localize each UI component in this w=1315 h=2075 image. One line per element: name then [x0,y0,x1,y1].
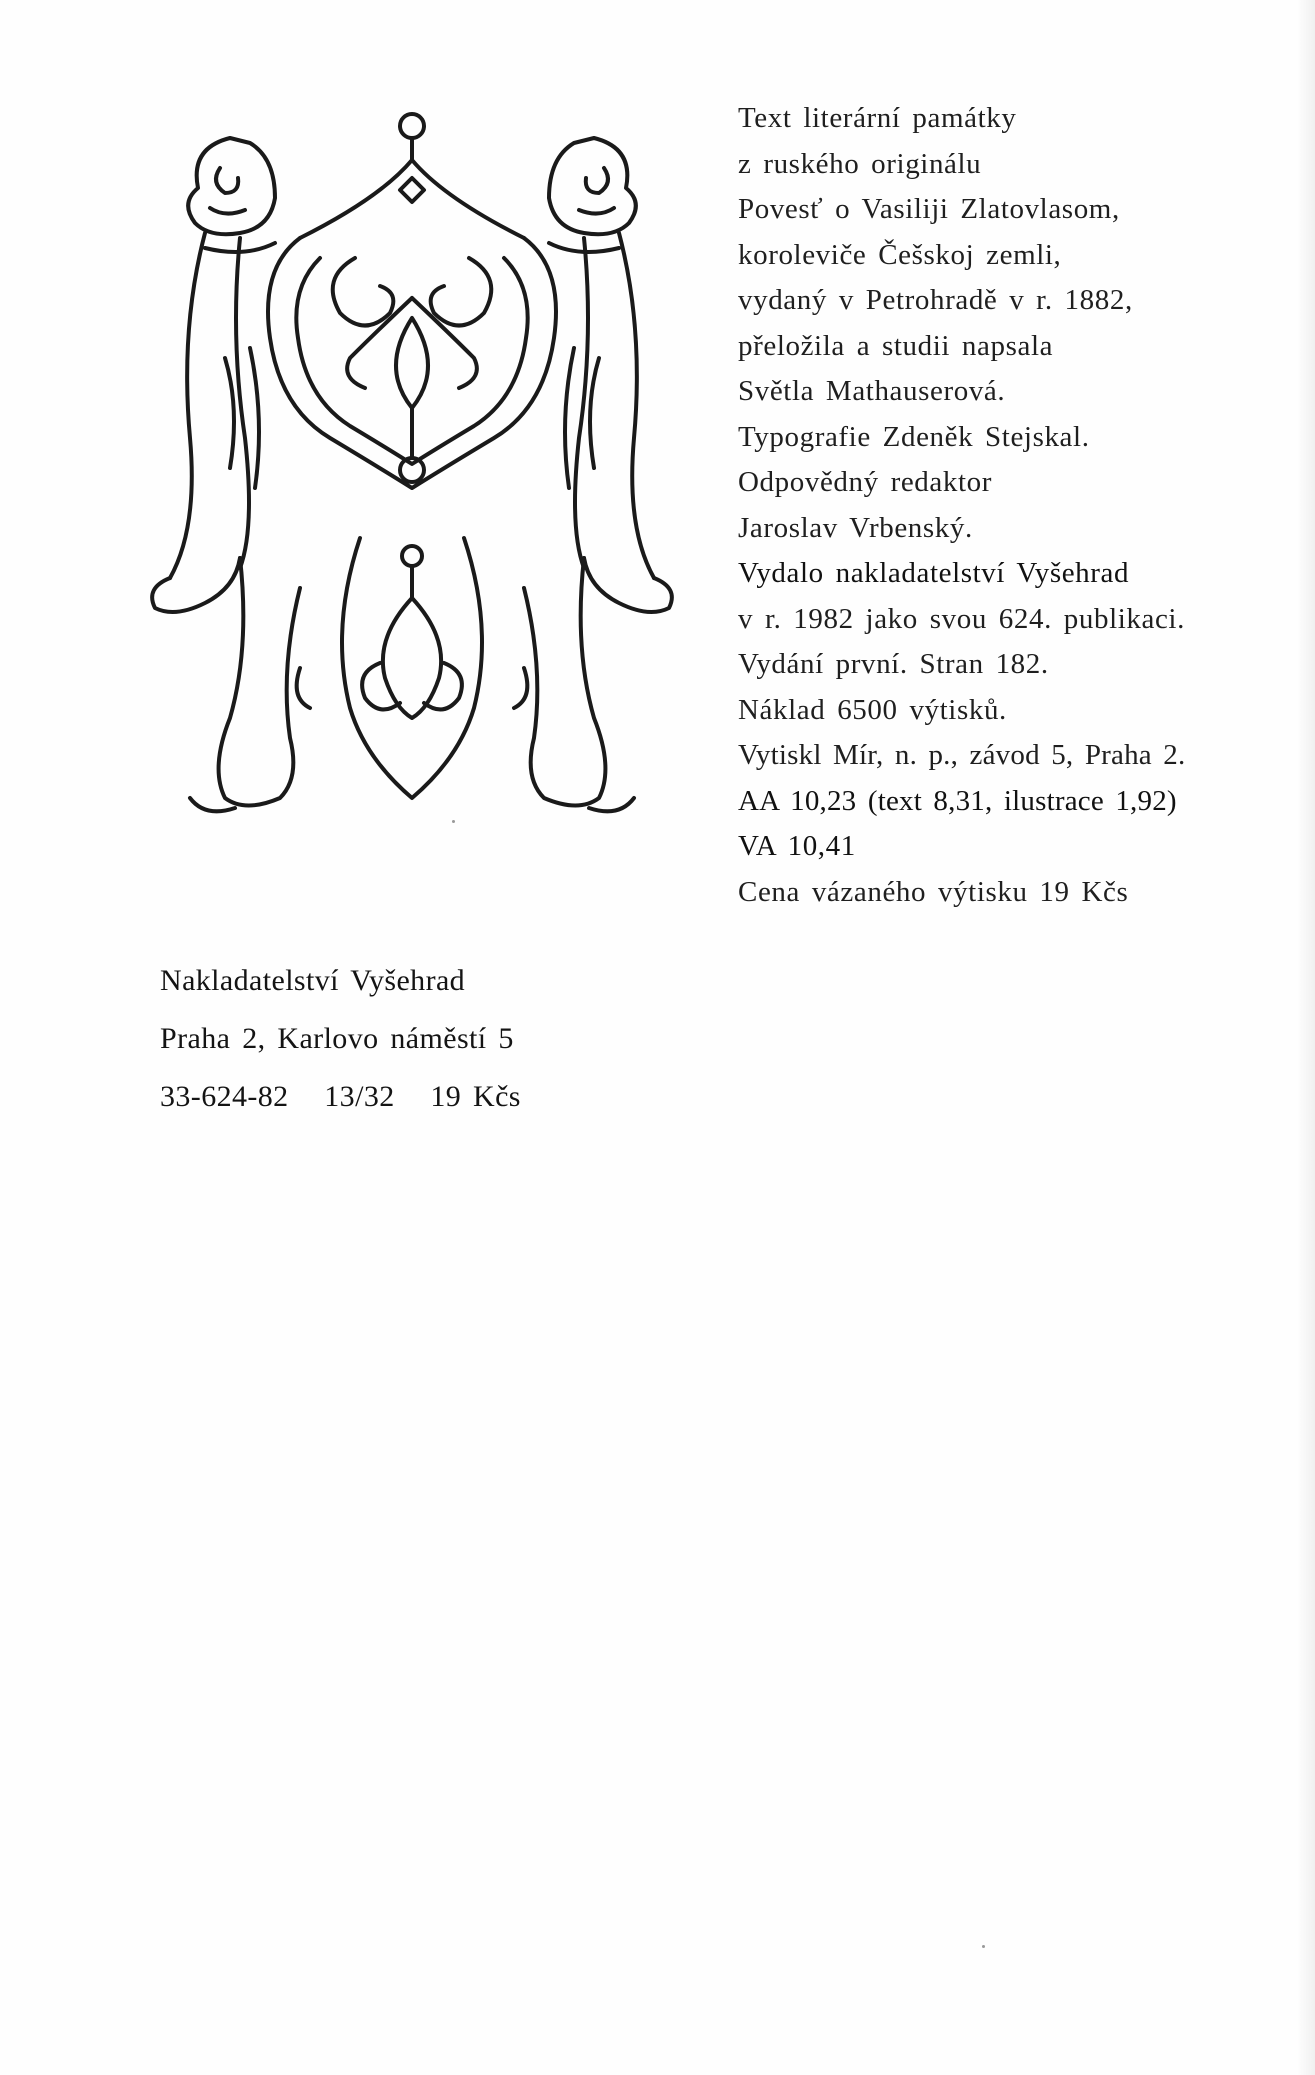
publisher-address: Praha 2, Karlovo náměstí 5 [160,1022,514,1055]
colophon-line: Jaroslav Vrbenský. [738,511,973,544]
page-edge-shadow [1297,0,1315,2075]
colophon-line: Náklad 6500 výtisků. [738,693,1007,726]
colophon-line: AA 10,23 (text 8,31, ilustrace 1,92) [738,784,1177,817]
colophon-line: Vydání první. Stran 182. [738,648,1049,680]
publisher-code: 33-624-82 13/32 19 Kčs [160,1080,521,1113]
publisher-imprint [160,952,680,1126]
paper-speck [982,1945,985,1948]
colophon-line: Typografie Zdeněk Stejskal. [738,420,1090,453]
colophon-line: Vydalo nakladatelství Vyšehrad [738,557,1130,589]
colophon-line: v r. 1982 jako svou 624. publikaci. [738,602,1185,635]
colophon-line: Vytiskl Mír, n. p., závod 5, Praha 2. [738,739,1186,771]
colophon-line: Odpovědný redaktor [738,466,992,498]
colophon-text [738,96,1298,915]
colophon-line: přeložila a studii napsala [738,329,1054,362]
colophon-line: Cena vázaného výtisku 19 Kčs [738,875,1129,908]
colophon-line: Povesť o Vasiliji Zlatovlasom, [738,193,1120,225]
colophon-line: z ruského originálu [738,147,982,180]
publisher-name: Nakladatelství Vyšehrad [160,964,466,997]
colophon-line: Světla Mathauserová. [738,375,1006,407]
heraldic-lions-ornament-icon [150,108,700,888]
colophon-line: VA 10,41 [738,830,856,862]
colophon-line: koroleviče Češskoj zemli, [738,238,1062,271]
paper-speck [452,820,455,823]
colophon-line: vydaný v Petrohradě v r. 1882, [738,284,1133,316]
colophon-line: Text literární památky [738,102,1017,134]
